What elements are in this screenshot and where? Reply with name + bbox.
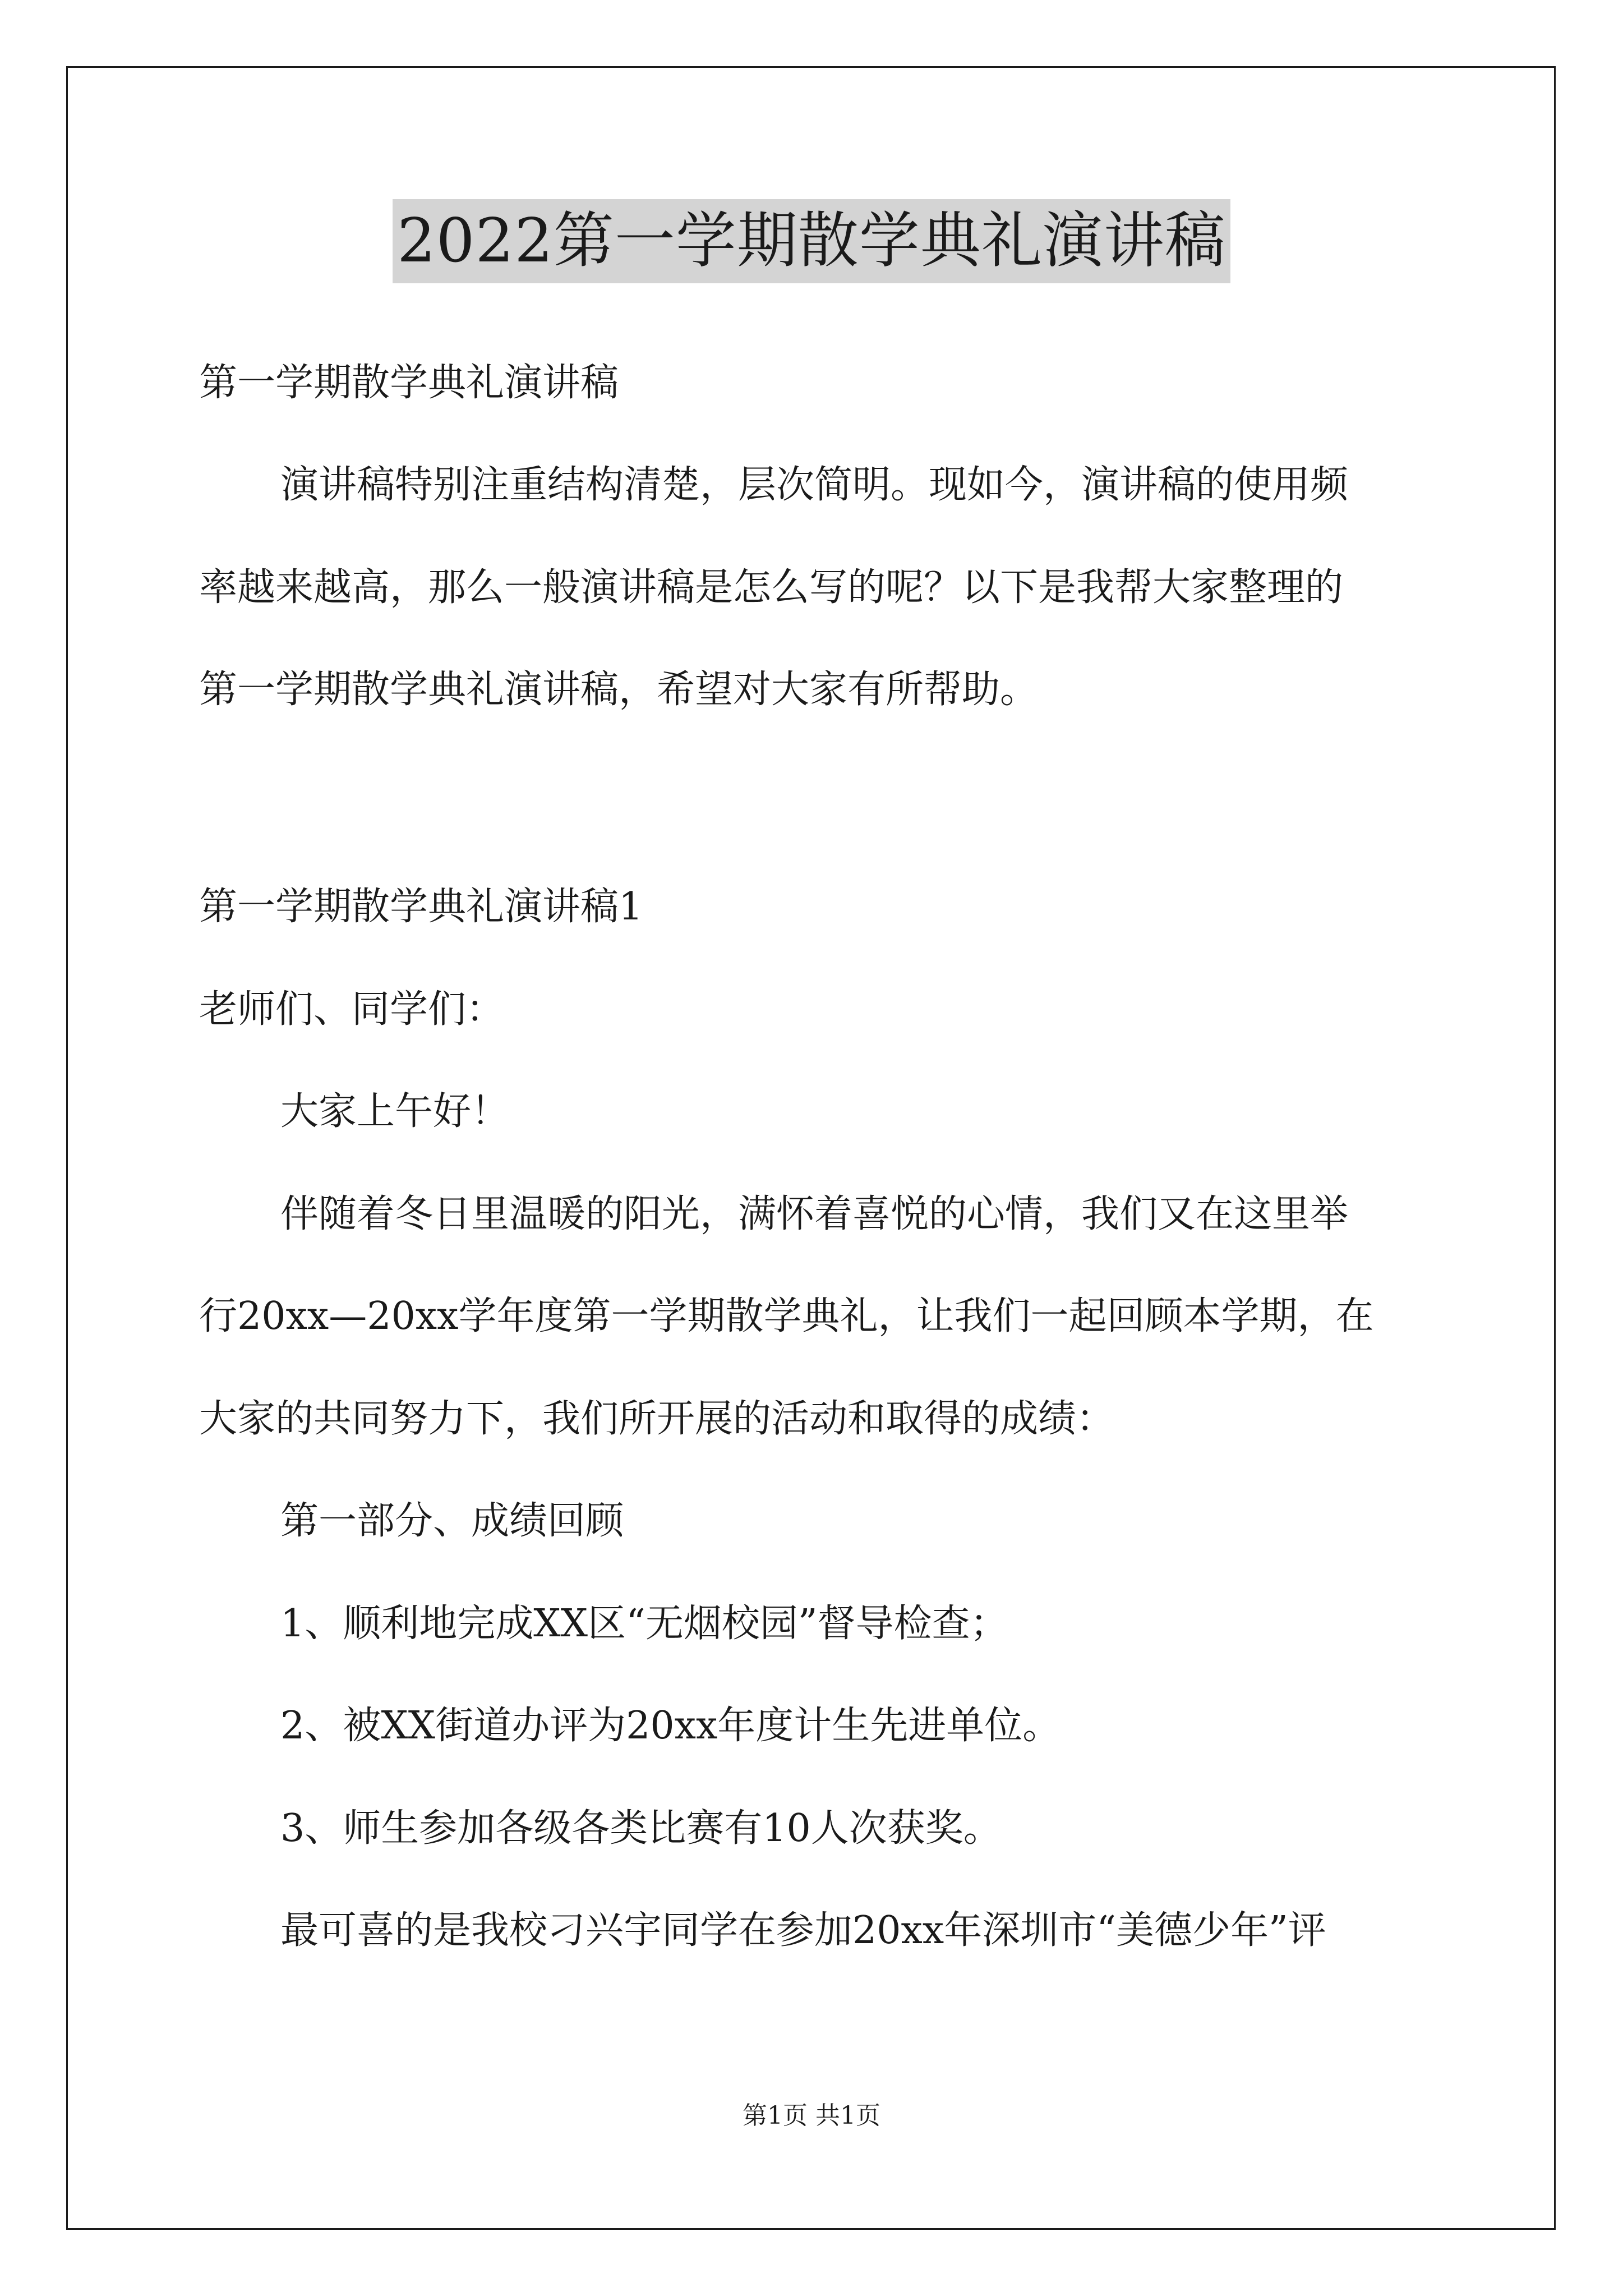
- subtitle-line: 第一学期散学典礼演讲稿: [199, 361, 619, 405]
- title-container: [0, 199, 1623, 283]
- paragraph-line: 伴随着冬日里温暖的阳光，满怀着喜悦的心情，我们又在这里举: [280, 1192, 1349, 1236]
- greeting: 大家上午好！: [280, 1089, 510, 1134]
- list-item: 1、顺利地完成XX区“无烟校园”督导检查；: [280, 1602, 1008, 1646]
- page-footer: 第1页 共1页: [743, 2101, 880, 2130]
- document-title: 2022第一学期散学典礼演讲稿: [393, 199, 1230, 283]
- paragraph-line: 大家的共同努力下，我们所开展的活动和取得的成绩：: [199, 1397, 1115, 1441]
- salutation: 老师们、同学们：: [199, 987, 505, 1032]
- paragraph-line: 率越来越高，那么一般演讲稿是怎么写的呢？以下是我帮大家整理的: [199, 565, 1344, 610]
- list-item: 2、被XX街道办评为20xx年度计生先进单位。: [280, 1704, 1061, 1748]
- section-heading: 第一学期散学典礼演讲稿1: [199, 885, 643, 929]
- paragraph-line: 第一学期散学典礼演讲稿，希望对大家有所帮助。: [199, 668, 1039, 712]
- paragraph-line: 演讲稿特别注重结构清楚，层次简明。现如今，演讲稿的使用频: [280, 463, 1349, 507]
- list-item: 3、师生参加各级各类比赛有10人次获奖。: [280, 1806, 1002, 1851]
- paragraph-line: 最可喜的是我校刁兴宇同学在参加20xx年深圳市“美德少年”评: [280, 1908, 1326, 1953]
- part-heading: 第一部分、成绩回顾: [280, 1499, 624, 1543]
- paragraph-line: 行20xx—20xx学年度第一学期散学典礼，让我们一起回顾本学期，在: [199, 1294, 1374, 1338]
